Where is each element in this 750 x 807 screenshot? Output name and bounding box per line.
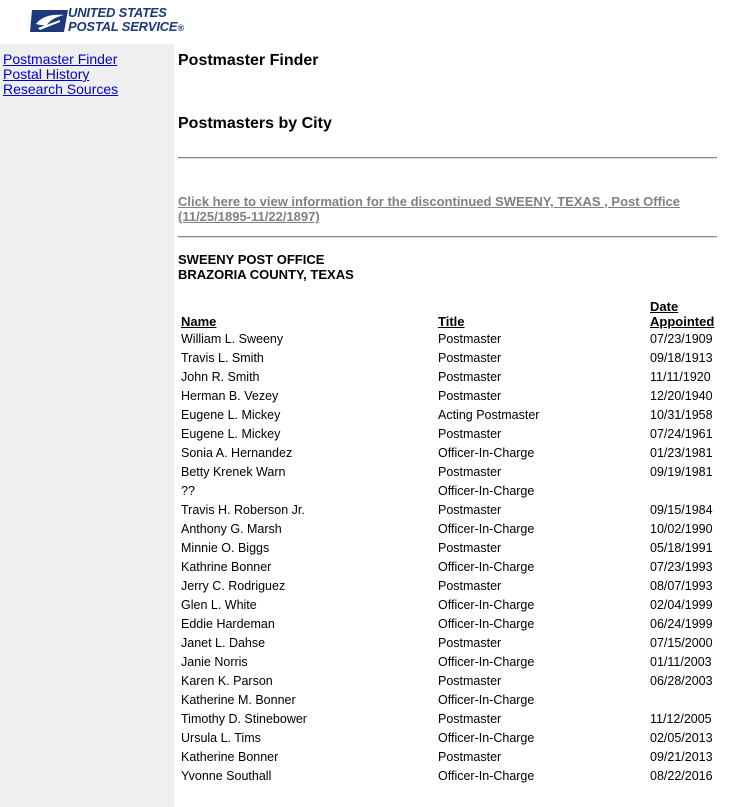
cell-date-appointed: 11/12/2005 [650, 712, 712, 726]
cell-name: Katherine M. Bonner [181, 693, 296, 707]
cell-title: Postmaster [438, 750, 502, 764]
cell-title: Officer-In-Charge [438, 446, 535, 460]
page-subtitle: Postmasters by City [178, 115, 332, 132]
cell-date-appointed: 09/21/2013 [650, 750, 713, 764]
cell-name: Eugene L. Mickey [181, 408, 281, 422]
cell-name: Kathrine Bonner [181, 560, 272, 574]
table-row [178, 424, 718, 443]
cell-title: Postmaster [438, 465, 502, 479]
cell-date-appointed: 10/02/1990 [650, 522, 713, 536]
cell-date-appointed: 06/24/1999 [650, 617, 713, 631]
sidebar-item-postmaster-finder[interactable]: Postmaster Finder [3, 51, 118, 67]
cell-name: William L. Sweeny [181, 332, 284, 346]
cell-title: Postmaster [438, 541, 502, 555]
cell-date-appointed: 09/18/1913 [650, 351, 713, 365]
table-row [178, 519, 718, 538]
discontinued-office-link[interactable]: Click here to view information for the discontinued SWEENY, TEXAS , Post Office (11/25/1895-11/22/1897) [178, 194, 681, 224]
table-body [178, 329, 718, 785]
sidebar-item-research-sources[interactable]: Research Sources [3, 81, 119, 97]
table-row [178, 747, 718, 766]
office-county: BRAZORIA COUNTY, TEXAS [178, 267, 354, 282]
cell-name: Minnie O. Biggs [181, 541, 270, 555]
cell-title: Postmaster [438, 712, 502, 726]
cell-name: Ursula L. Tims [181, 731, 261, 745]
table-row [178, 538, 718, 557]
cell-name: Janie Norris [181, 655, 248, 669]
cell-date-appointed: 10/31/1958 [650, 408, 713, 422]
cell-title: Postmaster [438, 389, 502, 403]
cell-title: Postmaster [438, 370, 502, 384]
cell-date-appointed: 11/11/1920 [650, 370, 711, 384]
cell-date-appointed: 07/24/1961 [650, 427, 713, 441]
table-row [178, 386, 718, 405]
table-row [178, 728, 718, 747]
cell-name: Timothy D. Stinebower [181, 712, 307, 726]
column-header-date-line1: Date [650, 299, 679, 314]
cell-date-appointed: 02/05/2013 [650, 731, 713, 745]
cell-name: Anthony G. Marsh [181, 522, 282, 536]
table-header [178, 298, 718, 329]
eagle-logo-icon [30, 6, 70, 36]
cell-title: Officer-In-Charge [438, 560, 535, 574]
table-row [178, 557, 718, 576]
cell-name: Eugene L. Mickey [181, 427, 281, 441]
office-name: SWEENY POST OFFICE [178, 252, 325, 267]
cell-date-appointed: 08/22/2016 [650, 769, 713, 783]
cell-title: Officer-In-Charge [438, 598, 535, 612]
table-row [178, 633, 718, 652]
cell-name: Glen L. White [181, 598, 257, 612]
column-header-date-line2: Appointed [650, 314, 715, 329]
logo-line1: UNITED STATES [68, 5, 167, 20]
cell-title: Officer-In-Charge [438, 769, 535, 783]
table-row [178, 329, 718, 348]
postmasters-table [178, 298, 718, 785]
header [0, 0, 750, 44]
cell-title: Postmaster [438, 427, 502, 441]
cell-title: Postmaster [438, 332, 502, 346]
cell-name: Jerry C. Rodriguez [181, 579, 286, 593]
cell-name: Yvonne Southall [181, 769, 272, 783]
cell-title: Officer-In-Charge [438, 731, 535, 745]
cell-title: Officer-In-Charge [438, 693, 535, 707]
cell-title: Postmaster [438, 636, 502, 650]
cell-name: Travis L. Smith [181, 351, 264, 365]
table-row [178, 500, 718, 519]
cell-name: Katherine Bonner [181, 750, 279, 764]
office-heading [178, 252, 354, 282]
table-row [178, 709, 718, 728]
cell-name: Janet L. Dahse [181, 636, 266, 650]
column-header-name: Name [181, 314, 217, 329]
table-row [178, 766, 718, 785]
cell-name: John R. Smith [181, 370, 260, 384]
cell-date-appointed: 06/28/2003 [650, 674, 713, 688]
cell-name: Karen K. Parson [181, 674, 273, 688]
table-row [178, 348, 718, 367]
cell-date-appointed: 12/20/1940 [650, 389, 713, 403]
cell-title: Postmaster [438, 674, 502, 688]
cell-date-appointed: 08/07/1993 [650, 579, 713, 593]
column-header-date-appointed [650, 299, 714, 329]
cell-date-appointed: 09/19/1981 [650, 465, 713, 479]
table-row [178, 671, 718, 690]
cell-date-appointed: 01/23/1981 [650, 446, 713, 460]
table-row [178, 690, 718, 709]
cell-title: Officer-In-Charge [438, 617, 535, 631]
cell-title: Postmaster [438, 579, 502, 593]
table-row [178, 462, 718, 481]
cell-title: Officer-In-Charge [438, 484, 535, 498]
sidebar-nav [0, 52, 118, 97]
logo-registered-mark: ® [177, 23, 184, 33]
cell-name: Betty Krenek Warn [181, 465, 286, 479]
divider [178, 236, 717, 238]
cell-title: Acting Postmaster [438, 408, 540, 422]
logo-line2: POSTAL SERVICE [68, 19, 178, 34]
cell-date-appointed: 07/15/2000 [650, 636, 713, 650]
divider [178, 157, 717, 159]
cell-date-appointed: 09/15/1984 [650, 503, 713, 517]
cell-name: ?? [181, 484, 195, 498]
cell-date-appointed: 05/18/1991 [650, 541, 713, 555]
logo-text [68, 6, 184, 35]
table-row [178, 614, 718, 633]
sidebar [0, 44, 174, 807]
cell-date-appointed: 02/04/1999 [650, 598, 713, 612]
cell-title: Officer-In-Charge [438, 655, 535, 669]
table-row [178, 595, 718, 614]
table-row [178, 481, 718, 500]
cell-date-appointed: 07/23/1909 [650, 332, 713, 346]
page-title: Postmaster Finder [178, 52, 319, 69]
sidebar-item-postal-history[interactable]: Postal History [3, 66, 90, 82]
cell-title: Postmaster [438, 503, 502, 517]
cell-date-appointed: 07/23/1993 [650, 560, 713, 574]
table-row [178, 652, 718, 671]
cell-title: Officer-In-Charge [438, 522, 535, 536]
cell-name: Herman B. Vezey [181, 389, 279, 403]
table-row [178, 405, 718, 424]
cell-title: Postmaster [438, 351, 502, 365]
cell-name: Travis H. Roberson Jr. [181, 503, 305, 517]
column-header-title: Title [438, 314, 465, 329]
cell-name: Sonia A. Hernandez [181, 446, 293, 460]
cell-name: Eddie Hardeman [181, 617, 275, 631]
cell-date-appointed: 01/11/2003 [650, 655, 712, 669]
table-row [178, 443, 718, 462]
usps-logo[interactable] [30, 6, 190, 36]
table-row [178, 576, 718, 595]
table-row [178, 367, 718, 386]
